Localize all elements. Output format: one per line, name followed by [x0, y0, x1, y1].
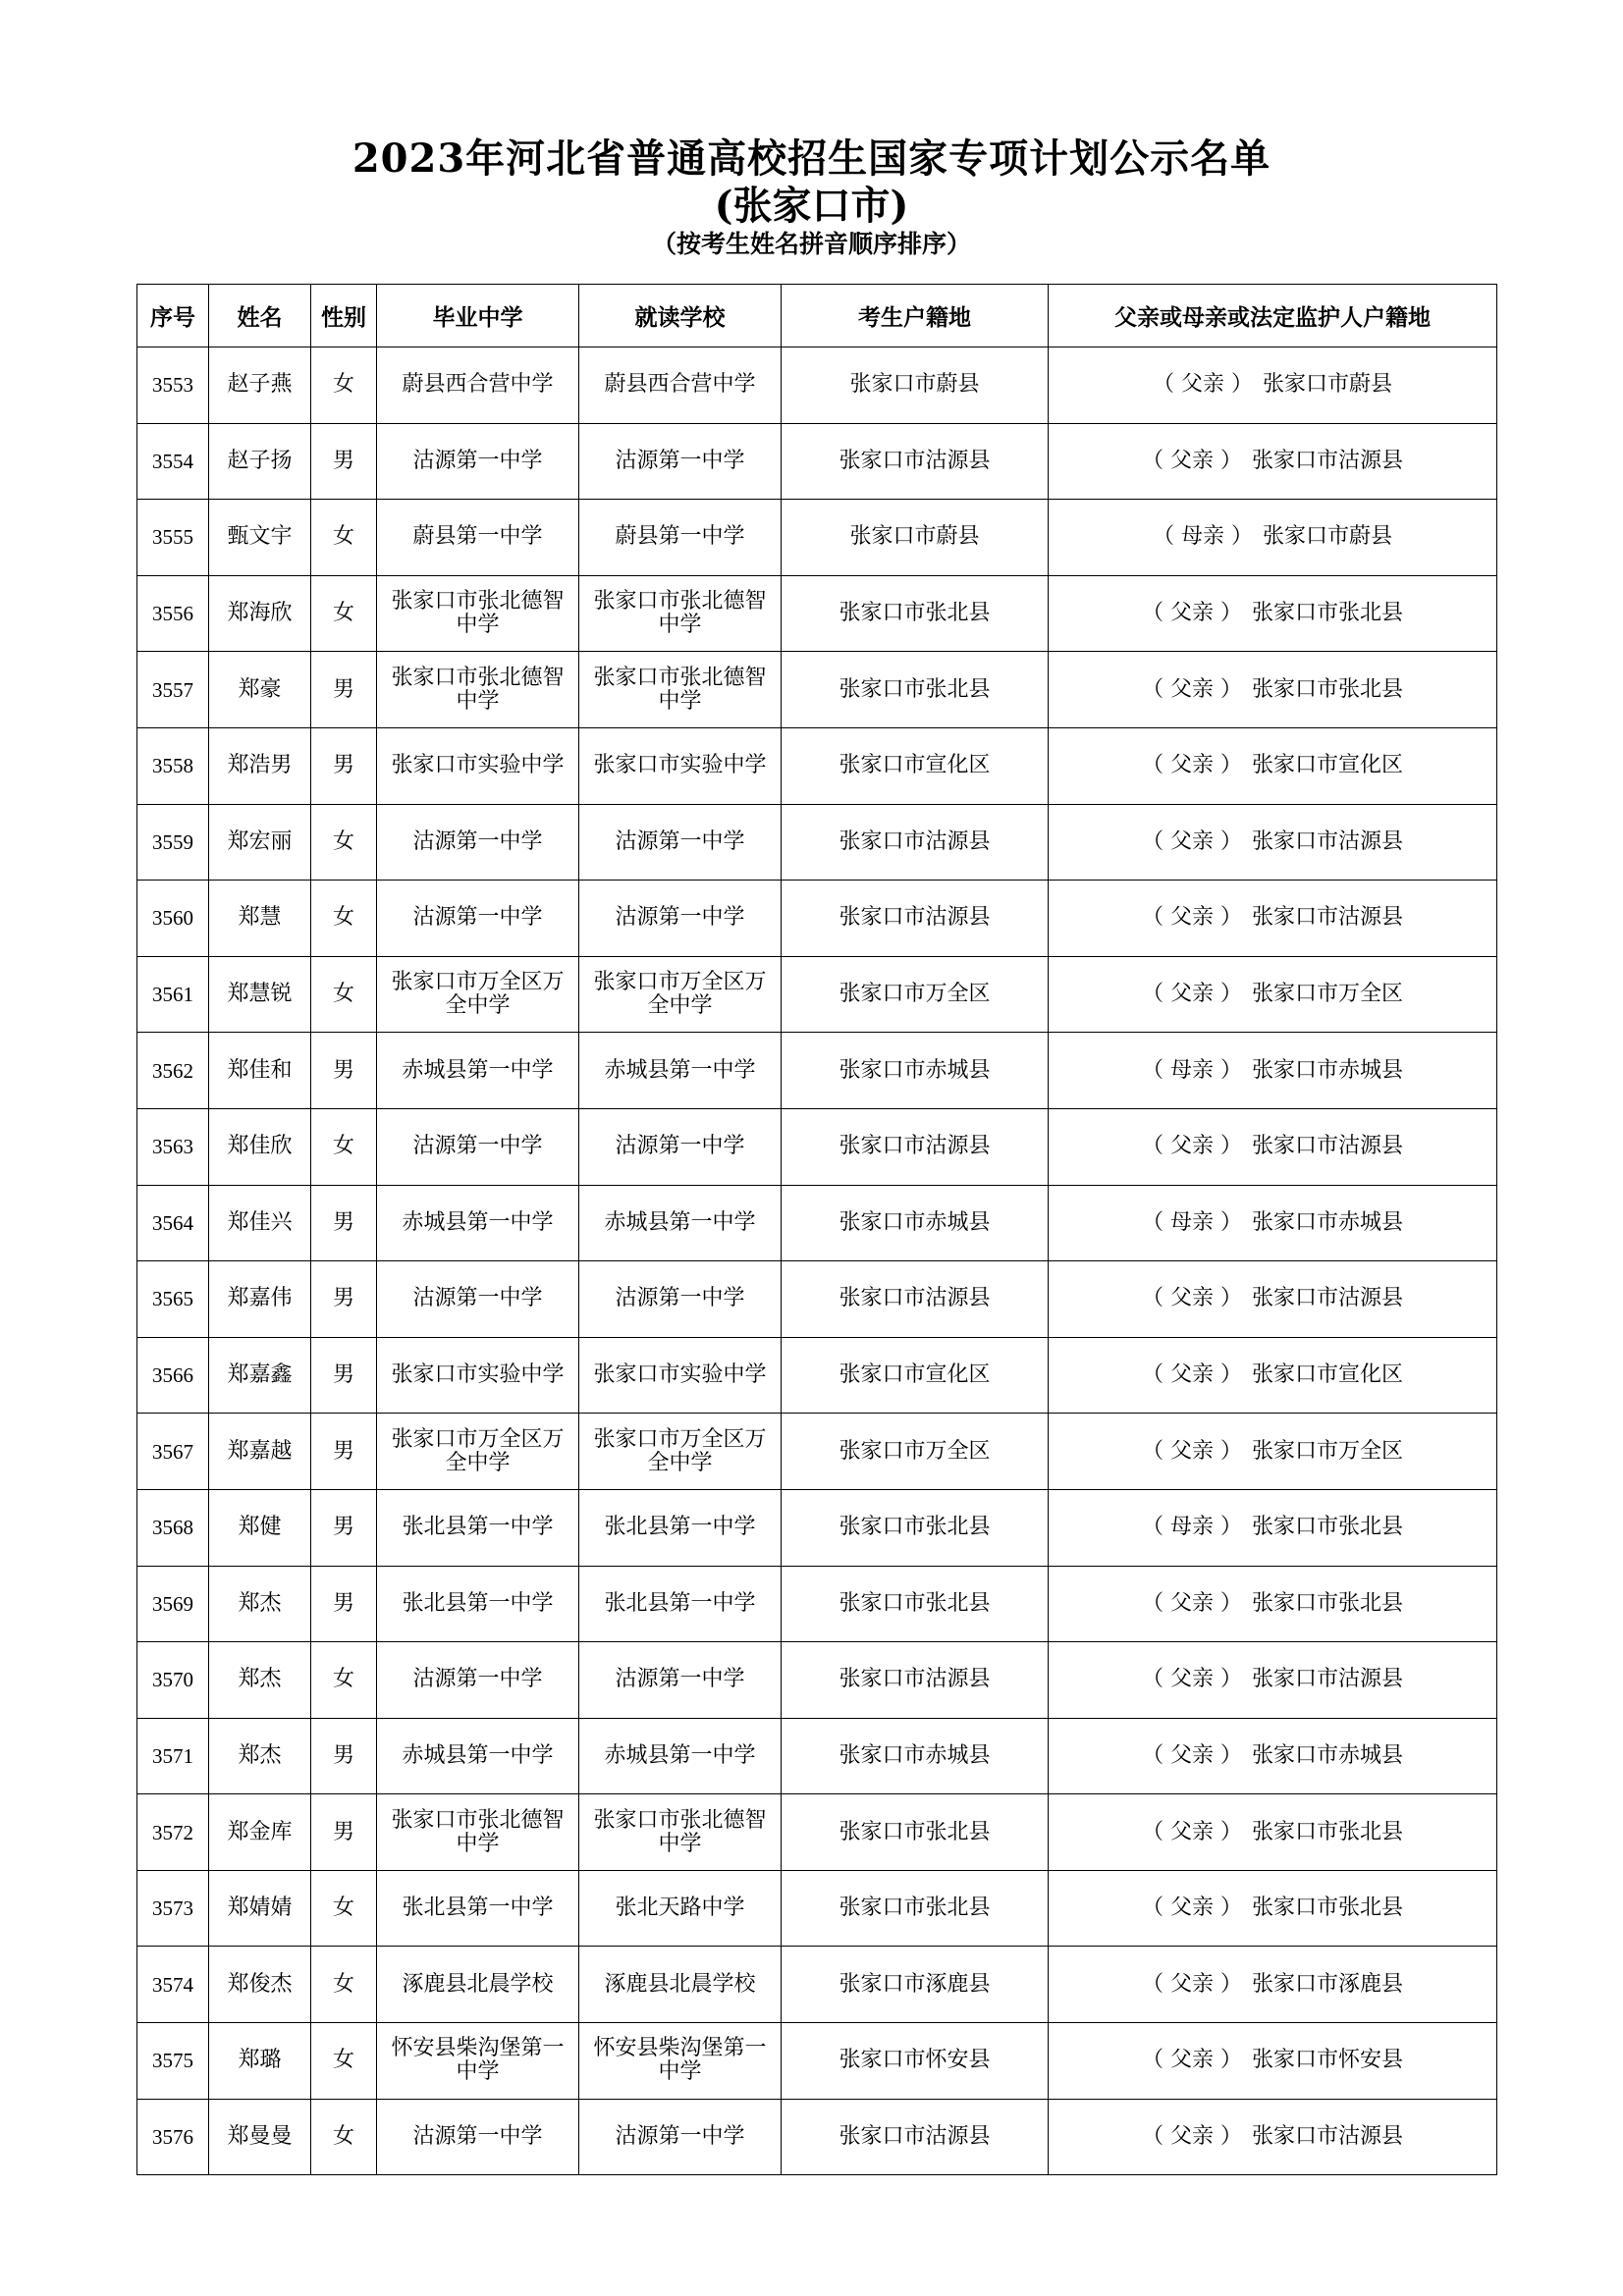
- guardian-relation: （ 母亲 ）: [1152, 524, 1253, 550]
- guardian-place: 张家口市张北县: [1251, 1896, 1403, 1921]
- cell-current-school: 蔚县第一中学: [579, 500, 782, 576]
- guardian-relation: （ 父亲 ）: [1141, 601, 1242, 626]
- cell-name: 郑佳和: [209, 1033, 311, 1109]
- guardian-relation: （ 父亲 ）: [1141, 1667, 1242, 1692]
- cell-no: 3568: [137, 1489, 209, 1566]
- cell-current-school: 张家口市万全区万全中学: [579, 956, 782, 1033]
- cell-current-school: 张北县第一中学: [579, 1489, 782, 1566]
- table-row: [137, 1566, 1497, 1642]
- cell-current-school: 张家口市实验中学: [579, 727, 782, 804]
- guardian-relation: （ 母亲 ）: [1141, 1209, 1242, 1235]
- cell-no: 3561: [137, 956, 209, 1033]
- cell-name: 郑嘉鑫: [209, 1337, 311, 1414]
- header-current-school: 就读学校: [579, 285, 782, 347]
- cell-name: 郑宏丽: [209, 804, 311, 881]
- cell-gender: 女: [311, 2023, 377, 2100]
- header-name: 姓名: [209, 285, 311, 347]
- cell-guardian-household: [1049, 500, 1497, 576]
- cell-current-school: 张家口市万全区万全中学: [579, 1414, 782, 1490]
- guardian-place: 张家口市张北县: [1251, 676, 1403, 702]
- cell-current-school: 沽源第一中学: [579, 2099, 782, 2175]
- cell-gender: 女: [311, 1642, 377, 1719]
- cell-gender: 男: [311, 423, 377, 500]
- cell-household: 张家口市张北县: [782, 652, 1049, 728]
- cell-gender: 女: [311, 881, 377, 957]
- guardian-place: 张家口市赤城县: [1251, 1742, 1403, 1768]
- table-row: [137, 956, 1497, 1033]
- cell-guardian-household: [1049, 1718, 1497, 1794]
- table-row: [137, 1414, 1497, 1490]
- cell-household: 张家口市张北县: [782, 1870, 1049, 1947]
- cell-household: 张家口市赤城县: [782, 1185, 1049, 1261]
- guardian-relation: （ 父亲 ）: [1141, 1438, 1242, 1464]
- cell-no: 3555: [137, 500, 209, 576]
- cell-gender: 男: [311, 727, 377, 804]
- cell-current-school: 沽源第一中学: [579, 1261, 782, 1338]
- roster-body: [137, 347, 1497, 2175]
- cell-household: 张家口市张北县: [782, 1489, 1049, 1566]
- cell-grad-school: 涿鹿县北晨学校: [377, 1947, 579, 2023]
- guardian-relation: （ 父亲 ）: [1141, 1742, 1242, 1768]
- cell-current-school: 沽源第一中学: [579, 804, 782, 881]
- cell-grad-school: 赤城县第一中学: [377, 1718, 579, 1794]
- cell-no: 3569: [137, 1566, 209, 1642]
- guardian-relation: （ 父亲 ）: [1141, 1286, 1242, 1311]
- guardian-place: 张家口市沽源县: [1251, 905, 1403, 931]
- document-title: 2023年河北省普通高校招生国家专项计划公示名单: [352, 135, 1271, 182]
- guardian-relation: （ 父亲 ）: [1141, 2048, 1242, 2073]
- cell-household: 张家口市万全区: [782, 1414, 1049, 1490]
- cell-no: 3564: [137, 1185, 209, 1261]
- cell-name: 郑俊杰: [209, 1947, 311, 2023]
- sort-note: （按考生姓名拼音顺序排序）: [651, 230, 971, 258]
- cell-name: 郑慧锐: [209, 956, 311, 1033]
- table-row: [137, 500, 1497, 576]
- cell-household: 张家口市蔚县: [782, 500, 1049, 576]
- cell-household: 张家口市宣化区: [782, 1337, 1049, 1414]
- guardian-relation: （ 母亲 ）: [1141, 1057, 1242, 1083]
- cell-grad-school: 张家口市实验中学: [377, 727, 579, 804]
- cell-grad-school: 怀安县柴沟堡第一中学: [377, 2023, 579, 2100]
- cell-name: 郑嘉越: [209, 1414, 311, 1490]
- cell-grad-school: 张家口市实验中学: [377, 1337, 579, 1414]
- guardian-place: 张家口市沽源县: [1251, 828, 1403, 854]
- guardian-relation: （ 父亲 ）: [1141, 1590, 1242, 1616]
- cell-guardian-household: [1049, 1414, 1497, 1490]
- guardian-place: 张家口市涿鹿县: [1251, 1971, 1403, 1997]
- guardian-relation: （ 父亲 ）: [1141, 676, 1242, 702]
- cell-gender: 女: [311, 1870, 377, 1947]
- table-row: [137, 347, 1497, 424]
- cell-gender: 女: [311, 347, 377, 424]
- cell-grad-school: 沽源第一中学: [377, 881, 579, 957]
- guardian-place: 张家口市赤城县: [1251, 1209, 1403, 1235]
- cell-current-school: 张家口市张北德智中学: [579, 652, 782, 728]
- cell-gender: 男: [311, 1337, 377, 1414]
- cell-name: 郑金库: [209, 1794, 311, 1871]
- cell-name: 郑杰: [209, 1566, 311, 1642]
- guardian-place: 张家口市张北县: [1251, 1515, 1403, 1540]
- table-row: [137, 1489, 1497, 1566]
- cell-household: 张家口市沽源县: [782, 1261, 1049, 1338]
- cell-grad-school: 蔚县第一中学: [377, 500, 579, 576]
- cell-grad-school: 张家口市张北德智中学: [377, 575, 579, 652]
- cell-no: 3571: [137, 1718, 209, 1794]
- cell-household: 张家口市蔚县: [782, 347, 1049, 424]
- cell-grad-school: 张家口市万全区万全中学: [377, 1414, 579, 1490]
- cell-grad-school: 沽源第一中学: [377, 1261, 579, 1338]
- roster-table: [136, 284, 1497, 2175]
- table-row: [137, 1947, 1497, 2023]
- cell-no: 3562: [137, 1033, 209, 1109]
- cell-gender: 男: [311, 1414, 377, 1490]
- header-row: [137, 285, 1497, 347]
- table-row: [137, 652, 1497, 728]
- cell-grad-school: 沽源第一中学: [377, 1642, 579, 1719]
- cell-name: 郑佳欣: [209, 1108, 311, 1185]
- cell-current-school: 怀安县柴沟堡第一中学: [579, 2023, 782, 2100]
- cell-guardian-household: [1049, 423, 1497, 500]
- cell-household: 张家口市张北县: [782, 1794, 1049, 1871]
- cell-current-school: 沽源第一中学: [579, 423, 782, 500]
- cell-gender: 男: [311, 1489, 377, 1566]
- cell-household: 张家口市涿鹿县: [782, 1947, 1049, 2023]
- cell-grad-school: 赤城县第一中学: [377, 1185, 579, 1261]
- cell-grad-school: 张家口市张北德智中学: [377, 1794, 579, 1871]
- cell-guardian-household: [1049, 652, 1497, 728]
- cell-guardian-household: [1049, 1108, 1497, 1185]
- header-household: 考生户籍地: [782, 285, 1049, 347]
- table-row: [137, 1642, 1497, 1719]
- cell-no: 3574: [137, 1947, 209, 2023]
- guardian-place: 张家口市赤城县: [1251, 1057, 1403, 1083]
- cell-current-school: 张家口市张北德智中学: [579, 1794, 782, 1871]
- table-row: [137, 1108, 1497, 1185]
- cell-current-school: 赤城县第一中学: [579, 1185, 782, 1261]
- cell-no: 3576: [137, 2099, 209, 2175]
- cell-no: 3553: [137, 347, 209, 424]
- cell-name: 郑嘉伟: [209, 1261, 311, 1338]
- cell-gender: 女: [311, 2099, 377, 2175]
- cell-grad-school: 沽源第一中学: [377, 1108, 579, 1185]
- guardian-relation: （ 父亲 ）: [1141, 905, 1242, 931]
- guardian-place: 张家口市宣化区: [1251, 1362, 1403, 1388]
- table-row: [137, 727, 1497, 804]
- cell-current-school: 张北天路中学: [579, 1870, 782, 1947]
- cell-current-school: 沽源第一中学: [579, 881, 782, 957]
- cell-no: 3565: [137, 1261, 209, 1338]
- table-row: [137, 881, 1497, 957]
- cell-gender: 女: [311, 1947, 377, 2023]
- guardian-relation: （ 父亲 ）: [1141, 1971, 1242, 1997]
- guardian-relation: （ 父亲 ）: [1141, 448, 1242, 473]
- cell-no: 3559: [137, 804, 209, 881]
- guardian-place: 张家口市蔚县: [1262, 372, 1392, 398]
- table-row: [137, 1718, 1497, 1794]
- cell-name: 郑璐: [209, 2023, 311, 2100]
- guardian-place: 张家口市张北县: [1251, 1819, 1403, 1844]
- cell-grad-school: 张北县第一中学: [377, 1489, 579, 1566]
- guardian-place: 张家口市万全区: [1251, 982, 1403, 1007]
- cell-gender: 男: [311, 1033, 377, 1109]
- cell-gender: 男: [311, 1718, 377, 1794]
- cell-name: 赵子燕: [209, 347, 311, 424]
- table-row: [137, 1185, 1497, 1261]
- cell-grad-school: 张家口市万全区万全中学: [377, 956, 579, 1033]
- cell-guardian-household: [1049, 1185, 1497, 1261]
- cell-gender: 女: [311, 956, 377, 1033]
- guardian-relation: （ 父亲 ）: [1141, 828, 1242, 854]
- cell-gender: 男: [311, 652, 377, 728]
- cell-grad-school: 赤城县第一中学: [377, 1033, 579, 1109]
- guardian-place: 张家口市万全区: [1251, 1438, 1403, 1464]
- cell-no: 3575: [137, 2023, 209, 2100]
- cell-current-school: 蔚县西合营中学: [579, 347, 782, 424]
- table-row: [137, 575, 1497, 652]
- cell-guardian-household: [1049, 347, 1497, 424]
- cell-name: 郑豪: [209, 652, 311, 728]
- cell-guardian-household: [1049, 2099, 1497, 2175]
- cell-gender: 男: [311, 1261, 377, 1338]
- document-subtitle: (张家口市): [714, 183, 909, 229]
- cell-no: 3556: [137, 575, 209, 652]
- cell-no: 3554: [137, 423, 209, 500]
- cell-no: 3566: [137, 1337, 209, 1414]
- cell-current-school: 张家口市张北德智中学: [579, 575, 782, 652]
- header-gender: 性别: [311, 285, 377, 347]
- cell-household: 张家口市赤城县: [782, 1033, 1049, 1109]
- cell-current-school: 赤城县第一中学: [579, 1033, 782, 1109]
- cell-name: 赵子扬: [209, 423, 311, 500]
- table-row: [137, 1337, 1497, 1414]
- table-row: [137, 2099, 1497, 2175]
- table-row: [137, 423, 1497, 500]
- cell-current-school: 张北县第一中学: [579, 1566, 782, 1642]
- cell-guardian-household: [1049, 1794, 1497, 1871]
- guardian-place: 张家口市蔚县: [1262, 524, 1392, 550]
- cell-gender: 男: [311, 1794, 377, 1871]
- cell-guardian-household: [1049, 575, 1497, 652]
- guardian-place: 张家口市张北县: [1251, 601, 1403, 626]
- cell-current-school: 张家口市实验中学: [579, 1337, 782, 1414]
- cell-no: 3557: [137, 652, 209, 728]
- table-row: [137, 1794, 1497, 1871]
- guardian-place: 张家口市怀安县: [1251, 2048, 1403, 2073]
- cell-household: 张家口市沽源县: [782, 1642, 1049, 1719]
- cell-grad-school: 蔚县西合营中学: [377, 347, 579, 424]
- cell-name: 郑浩男: [209, 727, 311, 804]
- header-no: 序号: [137, 285, 209, 347]
- cell-gender: 女: [311, 804, 377, 881]
- cell-name: 郑婧婧: [209, 1870, 311, 1947]
- cell-gender: 男: [311, 1566, 377, 1642]
- guardian-relation: （ 父亲 ）: [1141, 753, 1242, 778]
- cell-gender: 女: [311, 500, 377, 576]
- cell-current-school: 沽源第一中学: [579, 1108, 782, 1185]
- cell-no: 3572: [137, 1794, 209, 1871]
- cell-name: 郑慧: [209, 881, 311, 957]
- header-grad-school: 毕业中学: [377, 285, 579, 347]
- guardian-relation: （ 母亲 ）: [1141, 1515, 1242, 1540]
- cell-name: 郑健: [209, 1489, 311, 1566]
- guardian-relation: （ 父亲 ）: [1141, 1134, 1242, 1159]
- cell-gender: 女: [311, 575, 377, 652]
- cell-household: 张家口市沽源县: [782, 423, 1049, 500]
- cell-guardian-household: [1049, 1337, 1497, 1414]
- guardian-place: 张家口市沽源县: [1251, 2123, 1403, 2149]
- cell-gender: 男: [311, 1185, 377, 1261]
- cell-guardian-household: [1049, 956, 1497, 1033]
- cell-household: 张家口市沽源县: [782, 804, 1049, 881]
- cell-guardian-household: [1049, 727, 1497, 804]
- guardian-relation: （ 父亲 ）: [1141, 1896, 1242, 1921]
- cell-grad-school: 沽源第一中学: [377, 2099, 579, 2175]
- cell-household: 张家口市沽源县: [782, 1108, 1049, 1185]
- cell-no: 3573: [137, 1870, 209, 1947]
- cell-grad-school: 张北县第一中学: [377, 1566, 579, 1642]
- cell-name: 郑海欣: [209, 575, 311, 652]
- guardian-relation: （ 父亲 ）: [1141, 982, 1242, 1007]
- guardian-place: 张家口市沽源县: [1251, 1286, 1403, 1311]
- cell-guardian-household: [1049, 1489, 1497, 1566]
- guardian-place: 张家口市沽源县: [1251, 1667, 1403, 1692]
- cell-household: 张家口市张北县: [782, 575, 1049, 652]
- cell-no: 3560: [137, 881, 209, 957]
- guardian-place: 张家口市沽源县: [1251, 448, 1403, 473]
- guardian-place: 张家口市宣化区: [1251, 753, 1403, 778]
- cell-guardian-household: [1049, 1947, 1497, 2023]
- cell-current-school: 沽源第一中学: [579, 1642, 782, 1719]
- cell-guardian-household: [1049, 1870, 1497, 1947]
- cell-household: 张家口市沽源县: [782, 881, 1049, 957]
- cell-name: 郑曼曼: [209, 2099, 311, 2175]
- cell-guardian-household: [1049, 1642, 1497, 1719]
- guardian-place: 张家口市张北县: [1251, 1590, 1403, 1616]
- cell-household: 张家口市怀安县: [782, 2023, 1049, 2100]
- cell-guardian-household: [1049, 804, 1497, 881]
- cell-name: 郑杰: [209, 1642, 311, 1719]
- table-row: [137, 1261, 1497, 1338]
- cell-household: 张家口市沽源县: [782, 2099, 1049, 2175]
- cell-guardian-household: [1049, 2023, 1497, 2100]
- cell-grad-school: 沽源第一中学: [377, 423, 579, 500]
- cell-household: 张家口市赤城县: [782, 1718, 1049, 1794]
- cell-no: 3563: [137, 1108, 209, 1185]
- table-row: [137, 1870, 1497, 1947]
- cell-grad-school: 张家口市张北德智中学: [377, 652, 579, 728]
- cell-guardian-household: [1049, 881, 1497, 957]
- table-row: [137, 804, 1497, 881]
- cell-household: 张家口市宣化区: [782, 727, 1049, 804]
- guardian-place: 张家口市沽源县: [1251, 1134, 1403, 1159]
- cell-current-school: 赤城县第一中学: [579, 1718, 782, 1794]
- cell-grad-school: 张北县第一中学: [377, 1870, 579, 1947]
- cell-no: 3567: [137, 1414, 209, 1490]
- cell-no: 3558: [137, 727, 209, 804]
- guardian-relation: （ 父亲 ）: [1141, 2123, 1242, 2149]
- table-row: [137, 2023, 1497, 2100]
- header-guardian-household: 父亲或母亲或法定监护人户籍地: [1049, 285, 1497, 347]
- cell-gender: 女: [311, 1108, 377, 1185]
- cell-guardian-household: [1049, 1566, 1497, 1642]
- table-row: [137, 1033, 1497, 1109]
- cell-no: 3570: [137, 1642, 209, 1719]
- guardian-relation: （ 父亲 ）: [1141, 1819, 1242, 1844]
- cell-name: 甄文宇: [209, 500, 311, 576]
- cell-guardian-household: [1049, 1261, 1497, 1338]
- cell-guardian-household: [1049, 1033, 1497, 1109]
- cell-household: 张家口市万全区: [782, 956, 1049, 1033]
- cell-name: 郑佳兴: [209, 1185, 311, 1261]
- cell-name: 郑杰: [209, 1718, 311, 1794]
- guardian-relation: （ 父亲 ）: [1152, 372, 1253, 398]
- cell-grad-school: 沽源第一中学: [377, 804, 579, 881]
- cell-current-school: 涿鹿县北晨学校: [579, 1947, 782, 2023]
- guardian-relation: （ 父亲 ）: [1141, 1362, 1242, 1388]
- cell-household: 张家口市张北县: [782, 1566, 1049, 1642]
